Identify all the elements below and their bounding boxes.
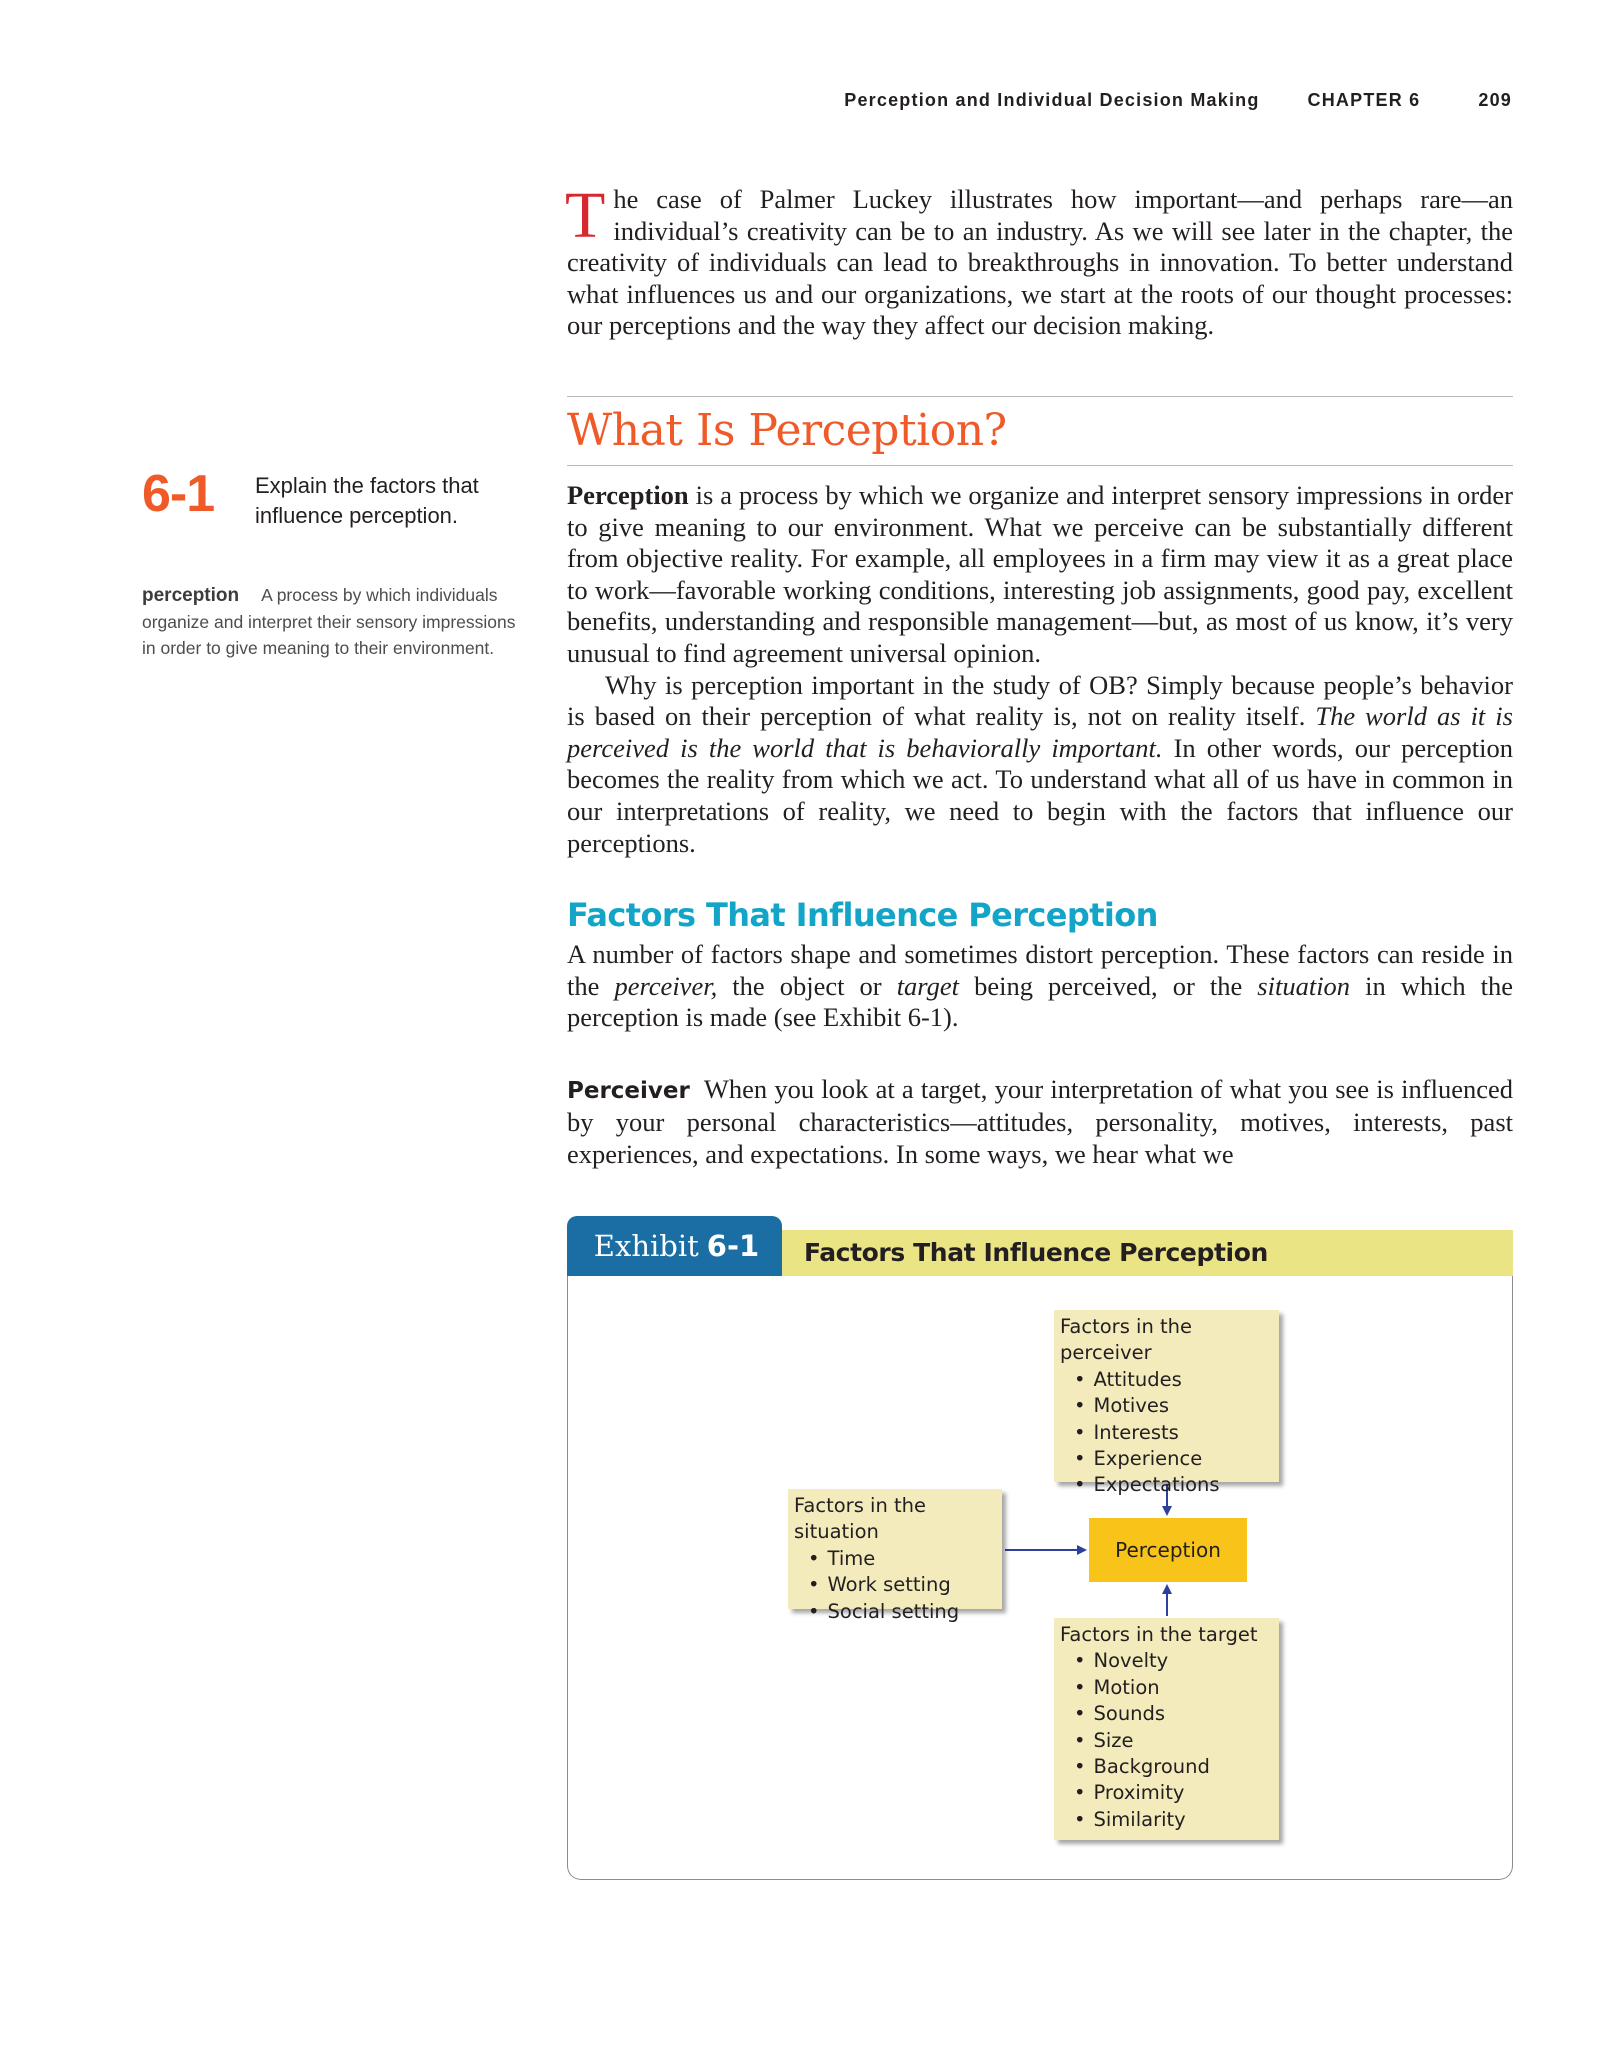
list-item: • Time	[808, 1546, 996, 1572]
factors-situation-italic: situation	[1257, 970, 1351, 1001]
perception-definition-paragraph	[567, 480, 1513, 670]
drop-cap: T	[565, 179, 606, 252]
list-item: • Size	[1074, 1728, 1273, 1754]
perception-importance-paragraph	[567, 670, 1513, 860]
target-box-title: Factors in the target	[1060, 1623, 1258, 1646]
perception-definition-text: is a process by which we organize and interpret sensory impressions in order to give meaning to our environment. What we perceive can be substantially different from objective reality. For example, all employees in a firm may view it as a great place to work—favorable working conditions, interesting job assignments, good pay, excellent benefits, understanding and responsible management—but, as most of us know, it’s very unusual to find agreement universal opinion.	[567, 479, 1513, 668]
section-rule-top	[567, 396, 1513, 397]
list-item: • Motion	[1074, 1675, 1273, 1701]
factors-target-italic: target	[896, 970, 960, 1001]
situation-factors-box	[788, 1489, 1002, 1623]
factors-text-end: in which the perception is made (see Exhibit 6-1).	[567, 970, 1514, 1033]
main-text-column	[567, 180, 1513, 1171]
factors-paragraph	[567, 939, 1513, 1034]
list-item: • Social setting	[808, 1599, 996, 1625]
perceiver-runin-heading: Perceiver	[567, 1077, 690, 1104]
running-header	[560, 90, 1512, 111]
importance-text-start: Why is perception important in the study of OB? Simply because people’s behavior is based on their perception of what reality is, not on reality itself.	[567, 669, 1513, 732]
glossary-term: perception	[142, 585, 240, 606]
list-item: • Motives	[1074, 1393, 1273, 1419]
list-item: • Attitudes	[1074, 1367, 1273, 1393]
list-item: • Expectations	[1074, 1472, 1273, 1498]
perceiver-factor-list	[1060, 1367, 1273, 1499]
list-item: • Novelty	[1074, 1648, 1273, 1674]
perceiver-box-title: Factors in the perceiver	[1060, 1315, 1193, 1365]
situation-factor-list	[794, 1546, 996, 1625]
factors-text-mid1: the object or	[717, 970, 897, 1001]
section-title: What Is Perception?	[567, 404, 1007, 456]
target-factor-list	[1060, 1648, 1273, 1833]
importance-text-end: In other words, our perception becomes the reality from which we act. To understand what all of us have in common in our interpretations of reality, we need to begin with the factors that influence our perceptions.	[567, 732, 1514, 858]
list-item: • Work setting	[808, 1572, 996, 1598]
factors-text-start: A number of factors shape and sometimes distort perception. These factors can reside in the	[567, 939, 1513, 1001]
list-item: • Interests	[1074, 1420, 1273, 1446]
glossary-entry	[142, 582, 520, 661]
factors-text-mid2: being perceived, or the	[959, 970, 1258, 1001]
exhibit-frame	[567, 1276, 1513, 1880]
exhibit-title: Factors That Influence Perception	[782, 1230, 1513, 1276]
perception-center-box: Perception	[1089, 1518, 1247, 1582]
exhibit-number: 6-1	[706, 1229, 760, 1263]
importance-italic-text: The world as it is perceived is the world that is behaviorally important.	[567, 701, 1513, 763]
list-item: • Background	[1074, 1754, 1273, 1780]
exhibit-6-1	[567, 1216, 1513, 1881]
chapter-label: CHAPTER 6	[1307, 90, 1421, 110]
situation-box-title: Factors in the situation	[794, 1494, 927, 1544]
glossary-definition: A process by which individuals organize and interpret their sensory impressions in order to give meaning to their environment.	[142, 585, 516, 658]
target-factors-box	[1054, 1618, 1279, 1840]
learning-objective-number: 6-1	[142, 465, 215, 523]
exhibit-label: Exhibit	[593, 1229, 699, 1263]
list-item: • Proximity	[1074, 1780, 1273, 1806]
list-item: • Experience	[1074, 1446, 1273, 1472]
perceiver-text: When you look at a target, your interpretation of what you see is influenced by your personal characteristics—attitudes, personality, motives, interests, past experiences, and expectations. In some ways, we hear what we	[567, 1073, 1513, 1170]
exhibit-tab	[567, 1216, 782, 1276]
perceiver-factors-box	[1054, 1310, 1279, 1497]
perception-key-term: Perception	[567, 479, 689, 510]
learning-objective-text: Explain the factors that influence perception.	[255, 473, 479, 528]
intro-paragraph	[565, 179, 1513, 342]
list-item: • Sounds	[1074, 1701, 1273, 1727]
list-item: • Similarity	[1074, 1807, 1273, 1833]
perceiver-paragraph	[567, 1074, 1513, 1171]
page-number: 209	[1478, 90, 1512, 110]
intro-text: he case of Palmer Luckey illustrates how important—and perhaps rare—an individual’s creativity can be to an industry. As we will see later in the chapter, the creativity of individuals can lead to breakthroughs in innovation. To better understand what influences us and our organizations, we start at the roots of our thought processes: our perceptions and the way they affect our decision making.	[567, 184, 1513, 341]
subsection-title: Factors That Influence Perception	[567, 896, 1158, 935]
factors-perceiver-italic: perceiver,	[614, 970, 718, 1001]
section-rule-bottom	[567, 465, 1513, 466]
running-header-title: Perception and Individual Decision Making	[844, 90, 1260, 110]
